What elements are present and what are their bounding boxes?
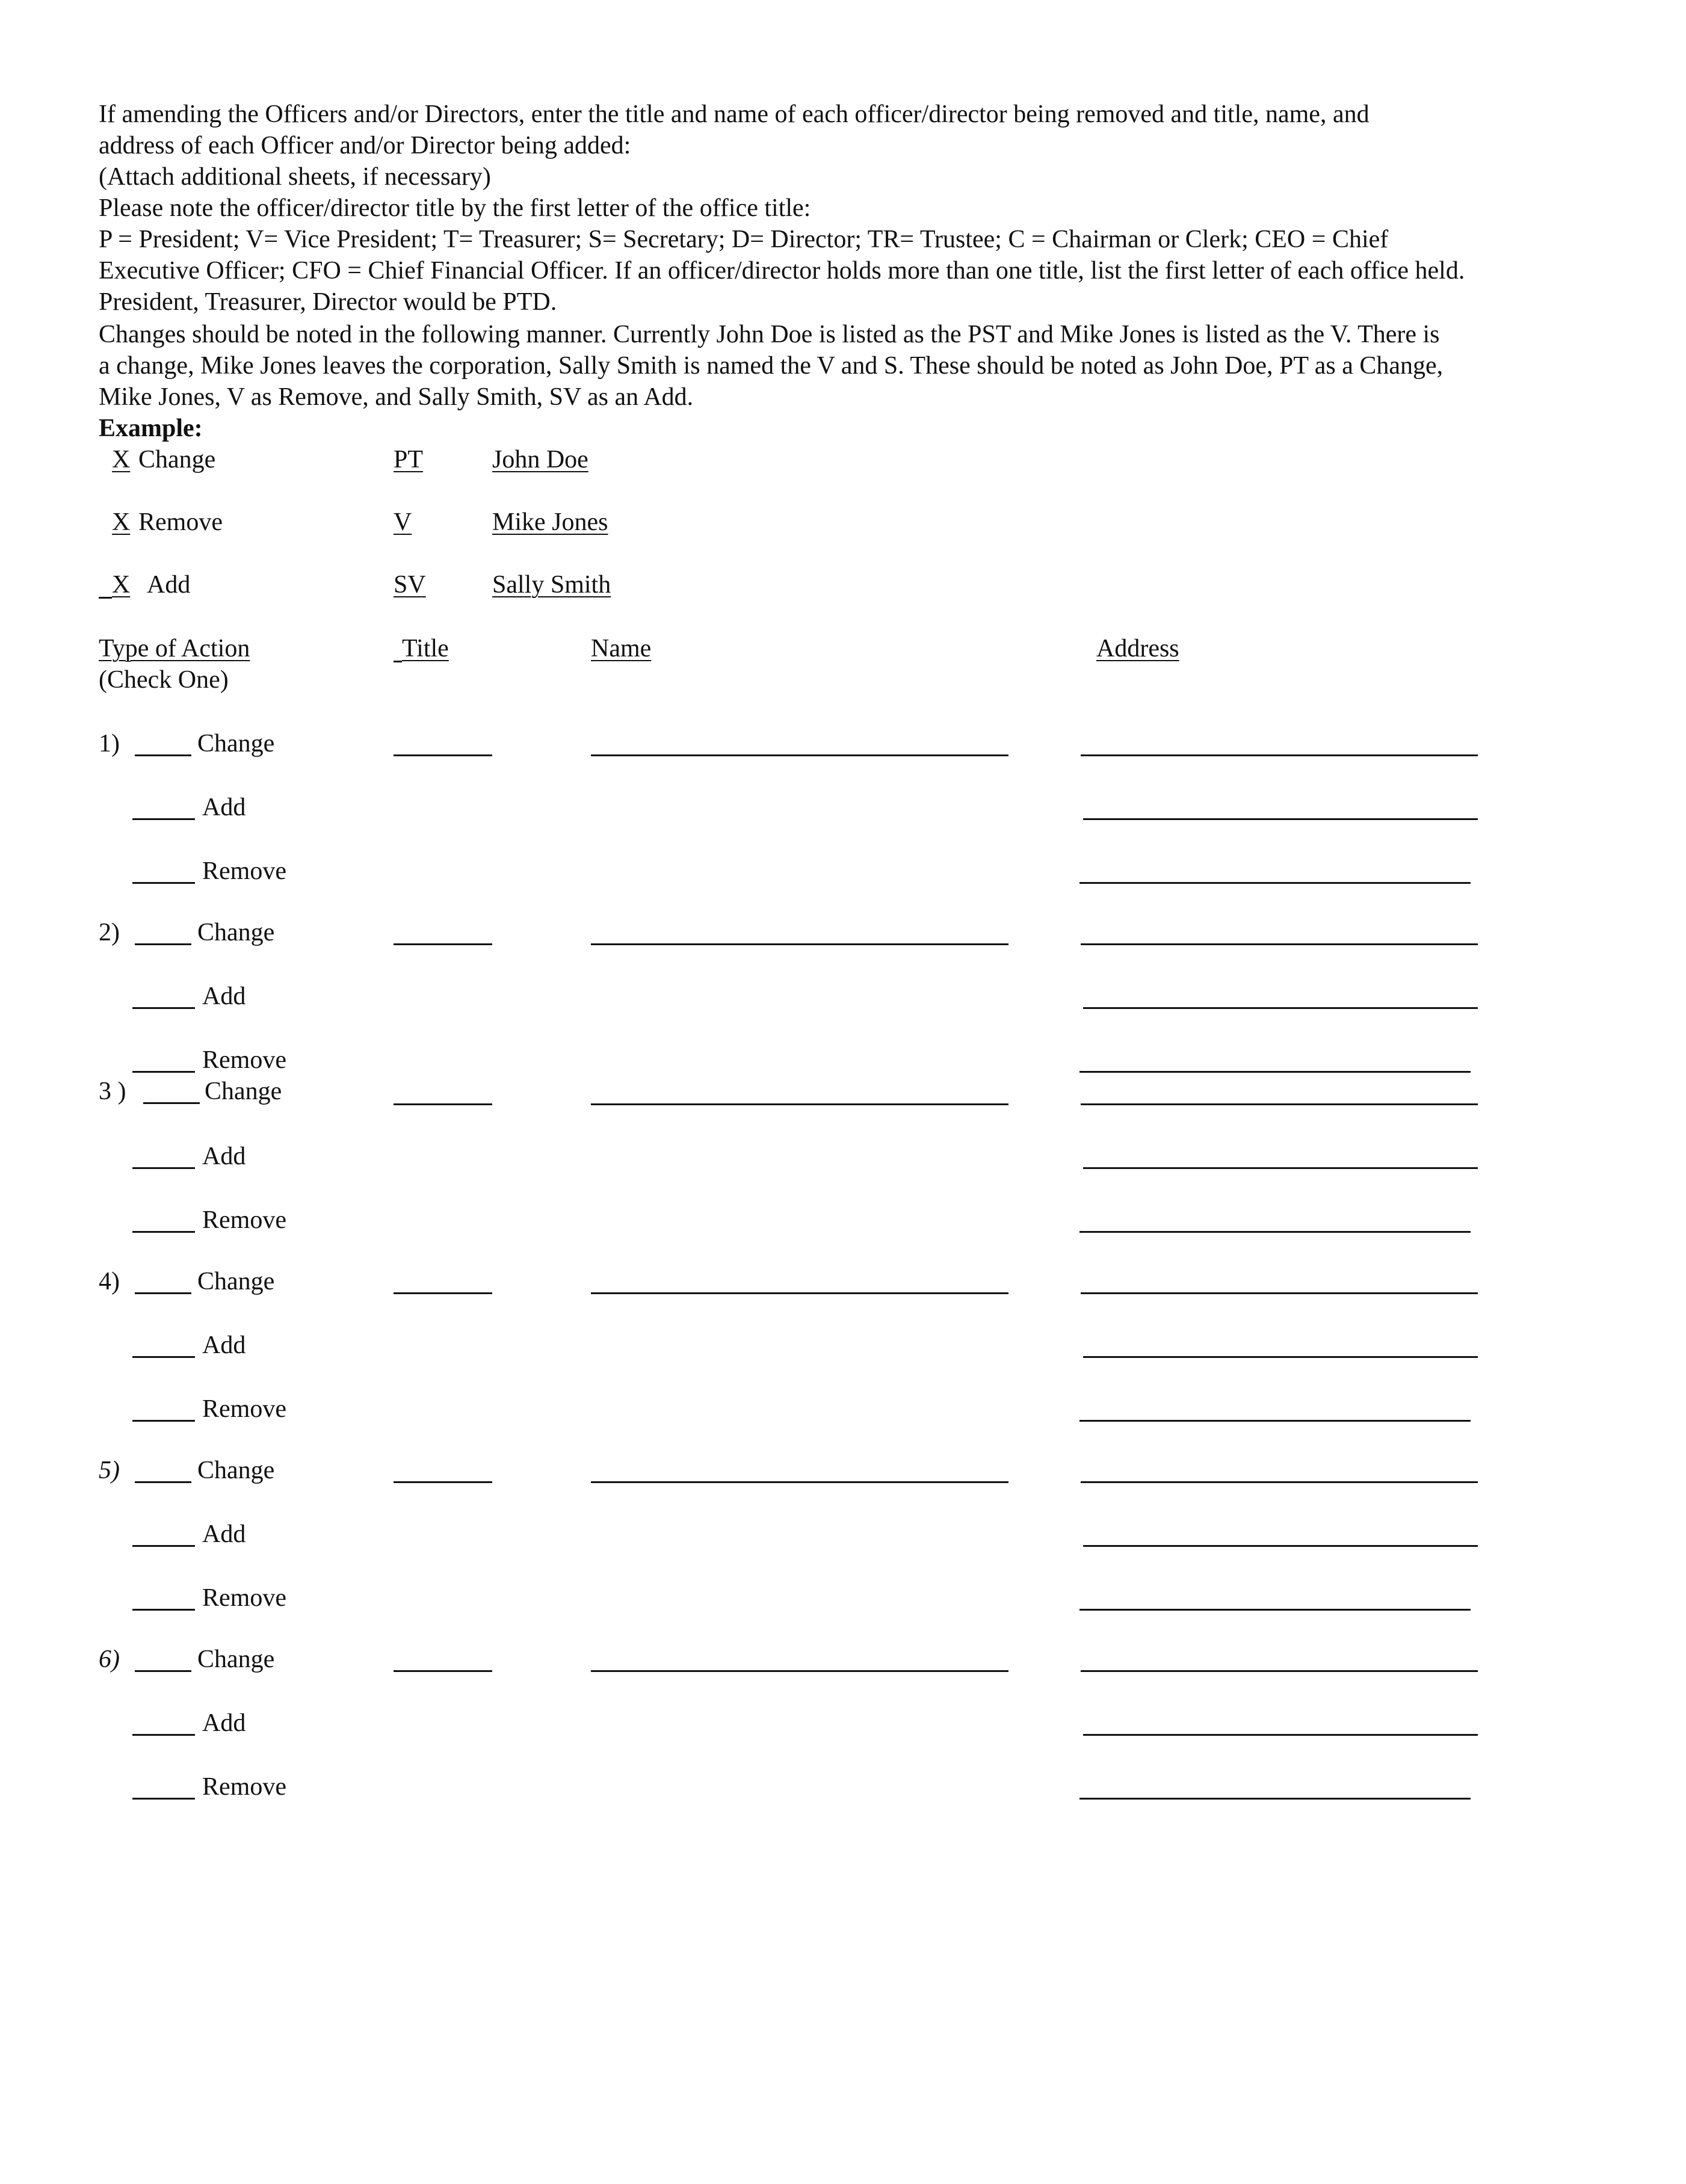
address-field[interactable] (1083, 1545, 1478, 1547)
example-name: Sally Smith (492, 571, 611, 599)
remove-label: Remove (202, 857, 286, 885)
remove-label: Remove (202, 1584, 286, 1612)
address-field[interactable] (1083, 818, 1478, 820)
address-field[interactable] (1081, 1103, 1478, 1105)
change-label: Change (205, 1078, 282, 1105)
instructions-title-line2: address of each Officer and/or Director being added: (99, 132, 631, 159)
column-check-one: (Check One) (99, 666, 229, 694)
change-label: Change (197, 1646, 275, 1673)
entry-number: 4) (99, 1268, 120, 1295)
legend-line1: P = President; V= Vice President; T= Treasurer; S= Secretary; D= Director; TR= Trustee; C = Chairman or Clerk; CEO = Chief (99, 226, 1389, 253)
changes-line3: Mike Jones, V as Remove, and Sally Smith, SV as an Add. (99, 383, 694, 411)
remove-checkbox[interactable] (132, 1609, 195, 1611)
change-checkbox[interactable] (135, 943, 191, 945)
title-field[interactable] (394, 754, 492, 756)
remove-checkbox[interactable] (132, 1420, 195, 1422)
entry-number: 5) (99, 1457, 120, 1484)
remove-label: Remove (202, 1395, 286, 1423)
address-field[interactable] (1083, 1007, 1478, 1009)
title-field[interactable] (394, 1103, 492, 1105)
attach-note: (Attach additional sheets, if necessary) (99, 163, 491, 191)
name-field[interactable] (591, 943, 1008, 945)
example-name: John Doe (492, 446, 588, 474)
address-field[interactable] (1083, 1356, 1478, 1358)
column-name: Name (591, 635, 652, 662)
add-checkbox[interactable] (132, 818, 195, 820)
address-field[interactable] (1081, 943, 1478, 945)
entry-number: 2) (99, 919, 120, 946)
title-field[interactable] (394, 1670, 492, 1672)
add-checkbox[interactable] (132, 1545, 195, 1547)
title-field[interactable] (394, 943, 492, 945)
address-field[interactable] (1081, 1670, 1478, 1672)
title-field[interactable] (394, 1292, 492, 1294)
address-field[interactable] (1081, 754, 1478, 756)
change-checkbox[interactable] (135, 1292, 191, 1294)
add-label: Add (202, 982, 246, 1010)
add-label: Add (202, 794, 246, 821)
address-field[interactable] (1079, 1798, 1471, 1800)
add-label: Add (202, 1520, 246, 1548)
remove-label: Remove (202, 1046, 286, 1074)
change-label: Change (197, 1268, 275, 1295)
address-field[interactable] (1081, 1292, 1478, 1294)
address-field[interactable] (1083, 1167, 1478, 1169)
add-label: Add (202, 1709, 246, 1737)
address-field[interactable] (1079, 1231, 1471, 1233)
entry-number: 6) (99, 1646, 120, 1673)
remove-label: Remove (202, 1206, 286, 1234)
change-label: Change (197, 919, 275, 946)
remove-checkbox[interactable] (132, 882, 195, 884)
change-label: Change (197, 1457, 275, 1484)
name-field[interactable] (591, 754, 1008, 756)
changes-line1: Changes should be noted in the following manner. Currently John Doe is listed as the PST and Mike Jones is listed as the V. There is (99, 321, 1440, 348)
title-header-lead-underline (394, 661, 402, 662)
example-title: V (394, 508, 412, 536)
instructions-title-line1: If amending the Officers and/or Directors, enter the title and name of each officer/director being removed and title, name, and (99, 100, 1369, 128)
change-checkbox[interactable] (135, 1670, 191, 1672)
example-title: PT (394, 446, 424, 474)
legend-line2: Executive Officer; CFO = Chief Financial Officer. If an officer/director holds more than one title, list the first letter of each office held. (99, 257, 1465, 285)
example-mark-underline (99, 597, 112, 599)
example-label: Example: (99, 415, 203, 442)
address-field[interactable] (1081, 1481, 1478, 1483)
column-title: Title (402, 635, 449, 662)
add-checkbox[interactable] (132, 1356, 195, 1358)
title-field[interactable] (394, 1481, 492, 1483)
entry-number: 1) (99, 730, 120, 757)
add-label: Add (202, 1331, 246, 1359)
example-title: SV (394, 571, 426, 599)
legend-line3: President, Treasurer, Director would be PTD. (99, 288, 557, 316)
example-action: Change (138, 446, 216, 474)
change-checkbox[interactable] (143, 1102, 200, 1104)
name-field[interactable] (591, 1481, 1008, 1483)
address-field[interactable] (1079, 1071, 1471, 1073)
title-note: Please note the officer/director title by the first letter of the office title: (99, 194, 811, 222)
change-checkbox[interactable] (135, 754, 191, 756)
column-address: Address (1096, 635, 1179, 662)
address-field[interactable] (1079, 1609, 1471, 1611)
example-action: Add (147, 571, 191, 599)
address-field[interactable] (1083, 1734, 1478, 1736)
entry-number: 3 ) (99, 1078, 126, 1105)
change-checkbox[interactable] (135, 1481, 191, 1483)
add-checkbox[interactable] (132, 1734, 195, 1736)
example-name: Mike Jones (492, 508, 608, 536)
example-mark: X (112, 571, 131, 599)
add-checkbox[interactable] (132, 1007, 195, 1009)
remove-checkbox[interactable] (132, 1071, 195, 1073)
remove-checkbox[interactable] (132, 1231, 195, 1233)
name-field[interactable] (591, 1103, 1008, 1105)
column-type-of-action: Type of Action (99, 635, 250, 662)
example-mark: X (112, 508, 131, 536)
remove-label: Remove (202, 1773, 286, 1801)
changes-line2: a change, Mike Jones leaves the corporation, Sally Smith is named the V and S. These should be noted as John Doe, PT as a Change, (99, 352, 1444, 380)
address-field[interactable] (1079, 1420, 1471, 1422)
add-checkbox[interactable] (132, 1167, 195, 1169)
name-field[interactable] (591, 1670, 1008, 1672)
example-action: Remove (138, 508, 223, 536)
name-field[interactable] (591, 1292, 1008, 1294)
change-label: Change (197, 730, 275, 757)
remove-checkbox[interactable] (132, 1798, 195, 1800)
example-mark: X (112, 446, 131, 474)
address-field[interactable] (1079, 882, 1471, 884)
add-label: Add (202, 1143, 246, 1170)
